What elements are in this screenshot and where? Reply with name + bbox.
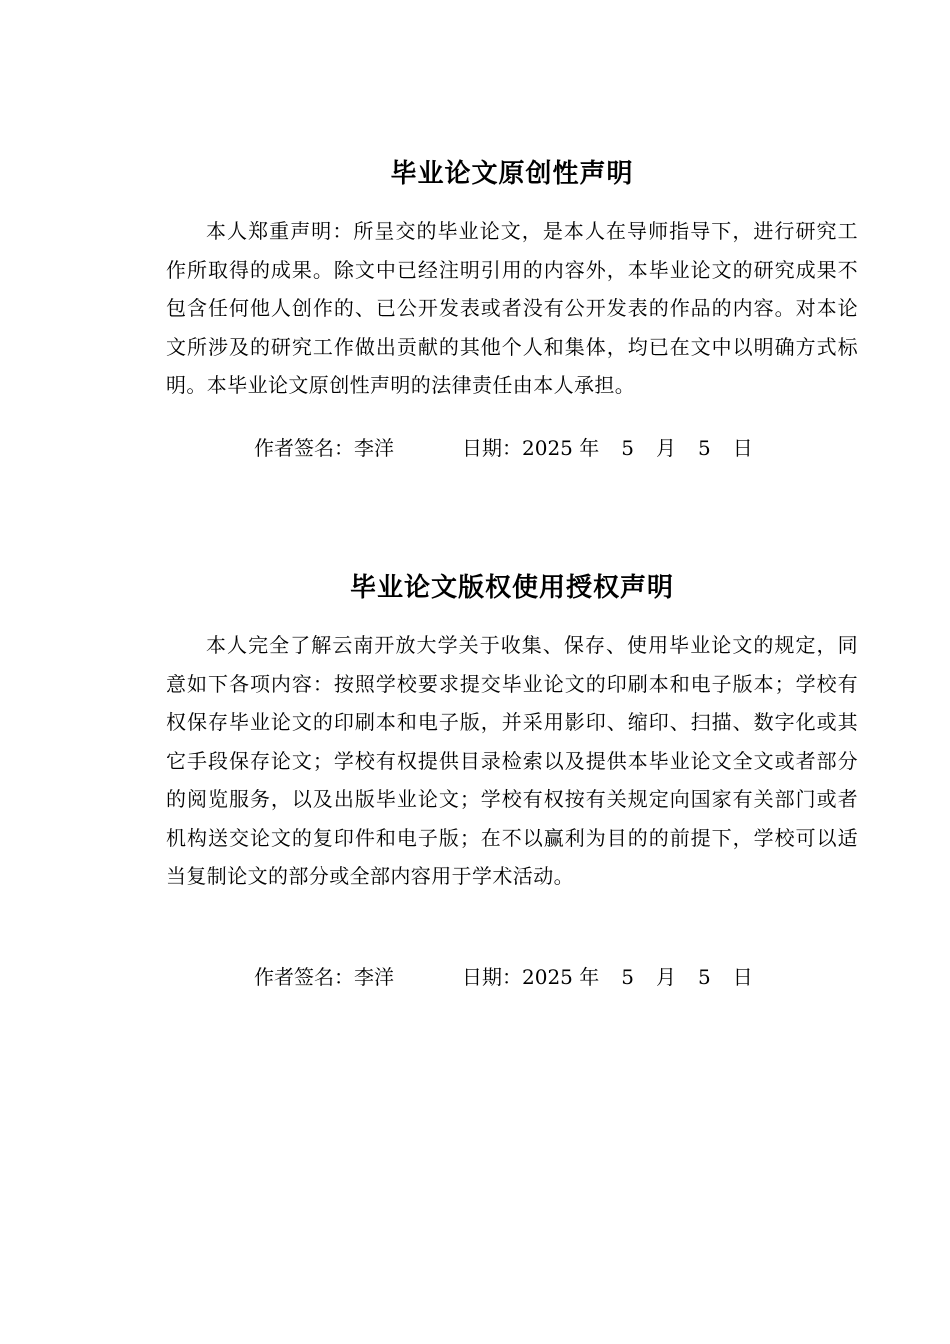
day-unit: 日: [732, 436, 753, 460]
date-year: 2025: [522, 965, 573, 989]
author-name: 李洋: [354, 436, 394, 460]
copyright-title: 毕业论文版权使用授权声明: [349, 573, 674, 603]
day-unit: 日: [732, 965, 753, 989]
originality-title: 毕业论文原创性声明: [390, 159, 634, 189]
copyright-signature-line: [254, 962, 753, 992]
author-signature-label: 作者签名：: [254, 436, 354, 460]
date-year: 2025: [522, 436, 573, 460]
date-day: 5: [698, 965, 711, 989]
year-unit: 年: [579, 965, 600, 989]
author-signature-label: 作者签名：: [254, 965, 354, 989]
originality-declaration: [166, 152, 858, 405]
date-label: 日期：: [462, 965, 522, 989]
date-label: 日期：: [462, 436, 522, 460]
date-month: 5: [621, 965, 634, 989]
originality-body: 本人郑重声明：所呈交的毕业论文，是本人在导师指导下，进行研究工作所取得的成果。除文中已经注明引用的内容外，本毕业论文的研究成果不包含任何他人创作的、已公开发表或者没有公开发表的作品的内容。对本论文所涉及的研究工作做出贡献的其他个人和集体，均已在文中以明确方式标明。本毕业论文原创性声明的法律责任由本人承担。: [166, 219, 858, 397]
copyright-body: 本人完全了解云南开放大学关于收集、保存、使用毕业论文的规定，同意如下各项内容：按照学校要求提交毕业论文的印刷本和电子版本；学校有权保存毕业论文的印刷本和电子版，并采用影印、缩印、扫描、数字化或其它手段保存论文；学校有权提供目录检索以及提供本毕业论文全文或者部分的阅览服务，以及出版毕业论文；学校有权按有关规定向国家有关部门或者机构送交论文的复印件和电子版；在不以赢利为目的的前提下，学校可以适当复制论文的部分或全部内容用于学术活动。: [166, 633, 858, 888]
month-unit: 月: [656, 965, 676, 989]
copyright-authorization-declaration: [166, 566, 858, 896]
date-month: 5: [621, 436, 634, 460]
originality-signature-line: [254, 433, 753, 463]
year-unit: 年: [579, 436, 600, 460]
author-name: 李洋: [354, 965, 394, 989]
date-day: 5: [698, 436, 711, 460]
month-unit: 月: [656, 436, 676, 460]
